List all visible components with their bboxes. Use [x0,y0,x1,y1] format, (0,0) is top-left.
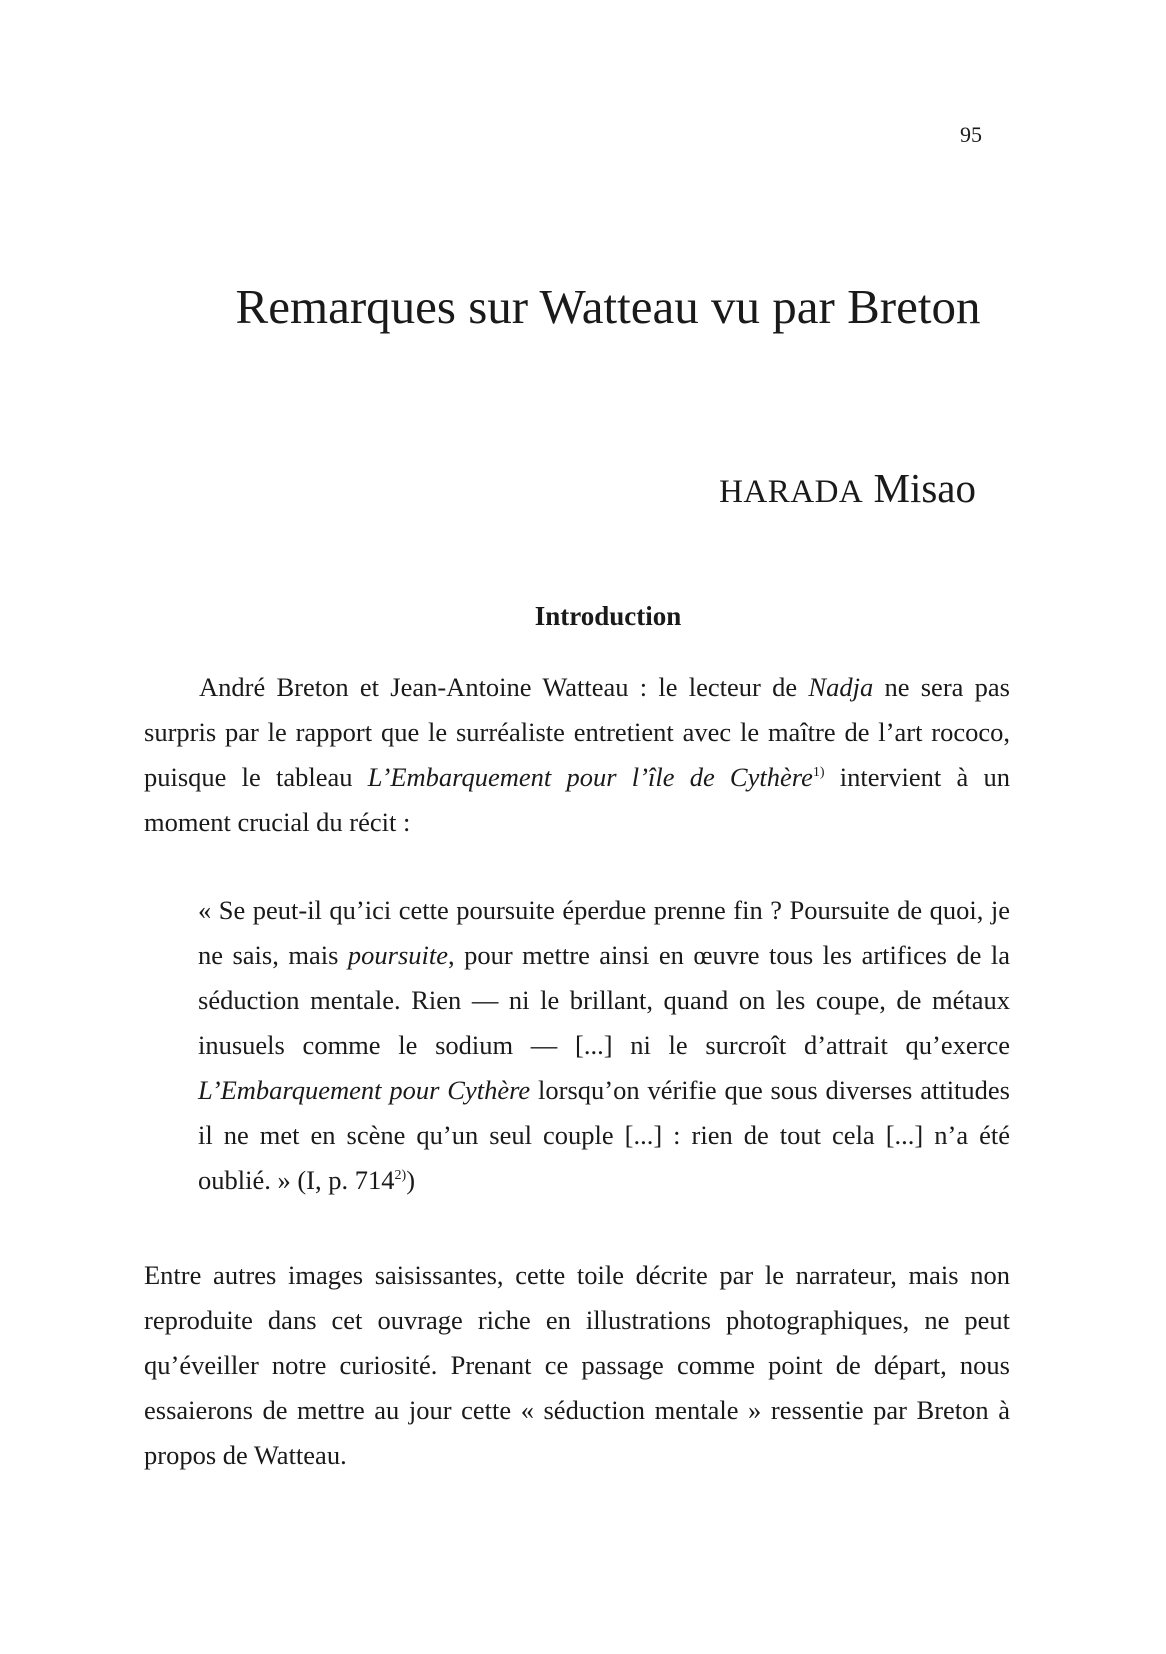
intro-text-2: ne sera pas surpris par le rapport que le surréaliste entretient avec le maître de l’art rococo, puisque le tableau [144,672,1010,792]
quote-text-1: « Se peut-il qu’ici cette poursuite éperdue prenne fin ? Poursuite de quoi, je ne sais, mais [198,895,1010,970]
article-title: Remarques sur Watteau vu par Breton [235,279,981,334]
page-number: 95 [960,122,982,147]
intro-italic-nadja: Nadja [808,672,874,702]
intro-paragraph [144,665,1010,845]
intro-text-1: André Breton et Jean-Antoine Watteau : le lecteur de [199,672,809,702]
block-quote [198,888,1010,1203]
body-paragraph: Entre autres images saisissantes, cette toile décrite par le narrateur, mais non reproduite dans cet ouvrage riche en illustrations photographiques, ne peut qu’éveiller notre curiosité. Prenant ce passage comme point de départ, nous essaierons de mettre au jour cette « séduction mentale » ressentie par Breton à propos de Watteau. [144,1260,1010,1470]
quote-text-2: , pour mettre ainsi en œuvre tous les artifices de la séduction mentale. Rien — ni le brillant, quand on les coupe, de métaux inusuels comme le sodium — [...] ni le surcroît d’attrait qu’exerce [198,940,1011,1060]
footnote-ref-2[interactable]: 2) [394,1168,407,1183]
quote-text-4: ) [406,1165,416,1195]
quote-text-3: lorsqu’on vérifie que sous diverses attitudes il ne met en scène qu’un seul couple [...] : rien de tout cela [...] n’a été oublié. » (I, p. 714 [198,1075,1010,1195]
intro-text-3: intervient à un moment crucial du récit : [144,762,1011,837]
intro-italic-painting-title: L’Embarquement pour l’île de Cythère [367,762,813,792]
author-family-name: HARADA [719,474,864,510]
quote-italic-poursuite: poursuite [347,940,448,970]
section-heading: Introduction [534,601,682,631]
author-given-name: Misao [873,465,976,511]
footnote-ref-1[interactable]: 1) [812,765,825,780]
author-name [719,464,976,512]
quote-italic-painting-title: L’Embarquement pour Cythère [198,1075,531,1105]
